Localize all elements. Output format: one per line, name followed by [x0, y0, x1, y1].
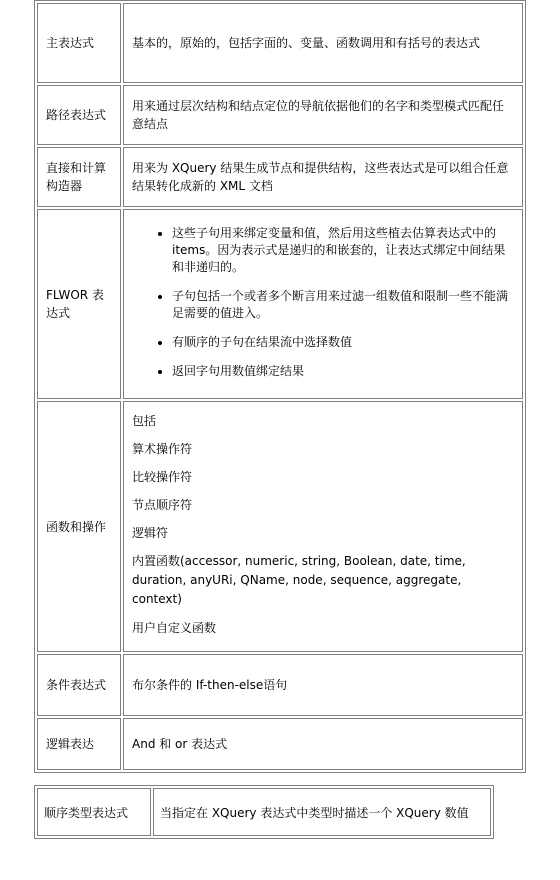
expression-types-table — [34, 0, 526, 773]
row-description — [123, 209, 523, 399]
list-item: 包括 — [132, 414, 157, 428]
row-label: 主表达式 — [37, 3, 121, 83]
row-label: 直接和计算构造器 — [37, 147, 121, 207]
list-item: • 这些子句用来绑定变量和值，然后用这些植去估算表达式中的 items。因为表示式是递归的和嵌套的，让表达式绑定中间结果和非递归的。 — [172, 225, 514, 276]
row-label: 条件表达式 — [37, 654, 121, 716]
table-row — [37, 718, 523, 770]
row-description: 用来为 XQuery 结果生成节点和提供结构，这些表达式是可以组合任意结果转化成新的 XML 文档 — [123, 147, 523, 207]
row-description: 用来通过层次结构和结点定位的导航依据他们的名字和类型模式匹配任意结点 — [123, 85, 523, 145]
list-item: • 有顺序的子句在结果流中选择数值 — [172, 334, 514, 351]
row-label: 路径表达式 — [37, 85, 121, 145]
row-label: 顺序类型表达式 — [37, 788, 151, 836]
row-description: 布尔条件的 If-then-else语句 — [123, 654, 523, 716]
list-item: 比较操作符 — [132, 470, 193, 484]
list-item: 算术操作符 — [132, 442, 193, 456]
table-row — [37, 401, 523, 652]
table-row — [37, 85, 523, 145]
row-description: And 和 or 表达式 — [123, 718, 523, 770]
row-label: FLWOR 表达式 — [37, 209, 121, 399]
row-description: 当指定在 XQuery 表达式中类型时描述一个 XQuery 数值 — [153, 788, 491, 836]
list-item: 内置函数(accessor, numeric, string, Boolean, date, time, duration, anyURi, QName, node, sequence, aggregate, context) — [132, 554, 466, 606]
table-row — [37, 788, 491, 836]
flwor-bullet-list — [132, 225, 514, 380]
table-row — [37, 3, 523, 83]
row-description: 基本的，原始的，包括字面的、变量、函数调用和有括号的表达式 — [123, 3, 523, 83]
row-label: 函数和操作 — [37, 401, 121, 652]
list-item: 逻辑符 — [132, 526, 169, 540]
list-item: 节点顺序符 — [132, 498, 193, 512]
row-description — [123, 401, 523, 652]
table-row — [37, 654, 523, 716]
sequence-type-table — [34, 785, 494, 839]
table-row — [37, 209, 523, 399]
list-item: • 返回字句用数值绑定结果 — [172, 363, 514, 380]
list-item: • 子句包括一个或者多个断言用来过滤一组数值和限制一些不能满足需要的值进入。 — [172, 288, 514, 322]
table-row — [37, 147, 523, 207]
row-label: 逻辑表达 — [37, 718, 121, 770]
list-item: 用户自定义函数 — [132, 621, 217, 635]
